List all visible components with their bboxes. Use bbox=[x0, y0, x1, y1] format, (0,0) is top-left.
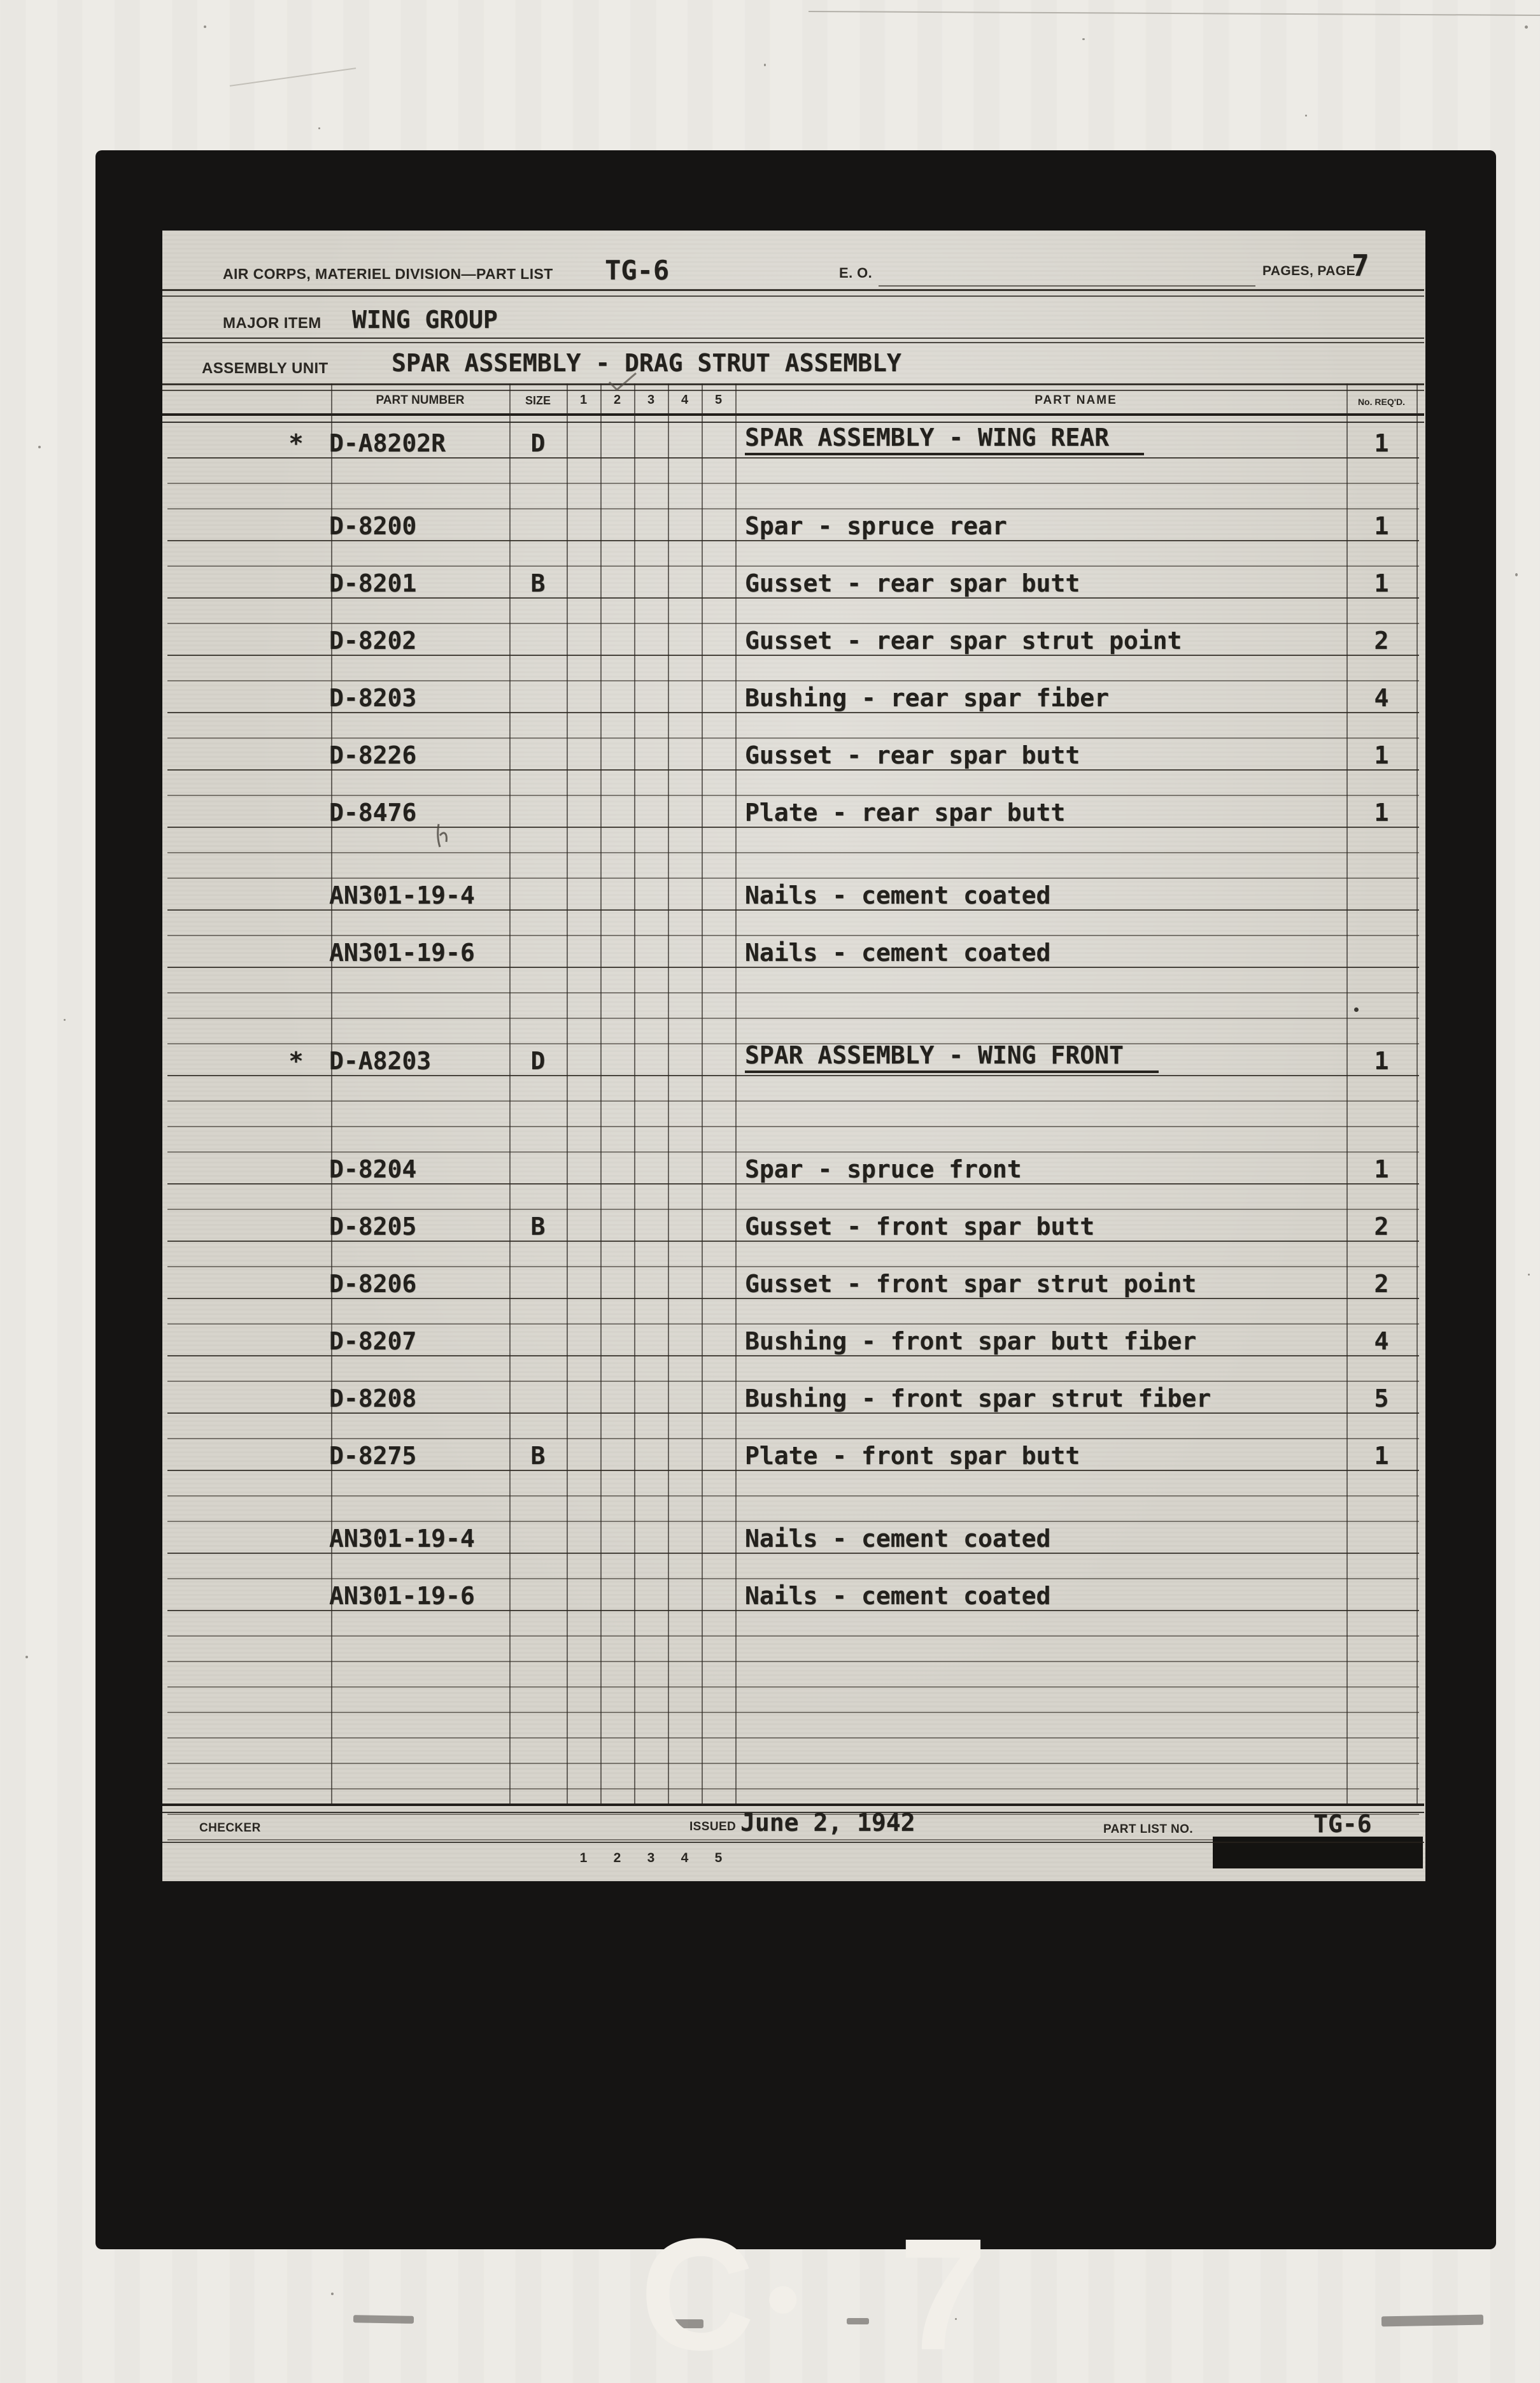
film-index-number: 7 bbox=[899, 2205, 988, 2383]
ruled-line bbox=[167, 968, 1419, 993]
ruled-line bbox=[167, 484, 1419, 509]
col-level-label: 3 bbox=[647, 393, 655, 407]
part-number: AN301-19-6 bbox=[329, 1582, 475, 1610]
film-index-dot: • bbox=[766, 2245, 800, 2352]
part-number: D-8204 bbox=[329, 1155, 417, 1183]
ruled-line bbox=[167, 993, 1419, 1019]
footer-level-label: 4 bbox=[681, 1851, 689, 1865]
part-number: D-8205 bbox=[329, 1213, 417, 1241]
scan-smudge bbox=[1381, 2315, 1483, 2327]
footer-rule bbox=[162, 1842, 1424, 1843]
footer-level-label: 5 bbox=[714, 1851, 723, 1865]
part-number: D-A8202R bbox=[329, 429, 446, 457]
part-name-value: Plate - front spar butt bbox=[745, 1442, 1080, 1470]
film-index-label bbox=[640, 2205, 988, 2383]
scan-scratch bbox=[809, 11, 1540, 16]
part-name-value: Plate - rear spar butt bbox=[745, 799, 1066, 827]
table-row bbox=[167, 1267, 1419, 1299]
film-frame bbox=[95, 150, 1496, 2383]
scan-speck bbox=[318, 127, 320, 129]
size-value: B bbox=[530, 1442, 546, 1470]
part-number: AN301-19-4 bbox=[329, 881, 475, 909]
ruled-line bbox=[167, 1414, 1419, 1439]
major-item-value: WING GROUP bbox=[352, 306, 498, 334]
document-page bbox=[162, 231, 1425, 1881]
part-number: D-A8203 bbox=[329, 1047, 432, 1075]
ruled-line bbox=[167, 1554, 1419, 1579]
col-level-label: 4 bbox=[681, 393, 689, 407]
pencil-check-mark bbox=[608, 372, 639, 392]
size-value: D bbox=[530, 429, 546, 457]
part-list-no-value: TG-6 bbox=[1313, 1810, 1372, 1838]
part-name-value: Gusset - front spar strut point bbox=[745, 1270, 1197, 1298]
table-row bbox=[167, 509, 1419, 541]
qty-required: 1 bbox=[1374, 741, 1389, 769]
table-row bbox=[167, 567, 1419, 599]
table-row bbox=[167, 879, 1419, 911]
table-row bbox=[167, 1382, 1419, 1414]
ruled-line bbox=[167, 1739, 1419, 1764]
pages-page-label: PAGES, PAGE bbox=[1262, 264, 1355, 278]
assembly-unit-rule bbox=[162, 383, 1424, 391]
part-name-value: Gusset - rear spar butt bbox=[745, 569, 1080, 597]
qty-required: 1 bbox=[1374, 429, 1389, 457]
scan-speck bbox=[1528, 1274, 1530, 1276]
part-name-value: Nails - cement coated bbox=[745, 1525, 1051, 1553]
part-number: D-8207 bbox=[329, 1327, 417, 1355]
table-row bbox=[167, 936, 1419, 968]
part-name-value: Bushing - front spar strut fiber bbox=[745, 1384, 1212, 1412]
part-name-value: Gusset - rear spar butt bbox=[745, 741, 1080, 769]
col-no-reqd-label: No. REQ'D. bbox=[1357, 397, 1406, 407]
assembly-unit-label: ASSEMBLY UNIT bbox=[202, 360, 328, 377]
qty-required: 1 bbox=[1374, 1442, 1389, 1470]
part-number: D-8206 bbox=[329, 1270, 417, 1298]
issued-date: June 2, 1942 bbox=[740, 1809, 915, 1837]
ruled-line bbox=[167, 1497, 1419, 1522]
scan-speck bbox=[204, 25, 206, 28]
table-row bbox=[167, 1579, 1419, 1611]
film-index-letter: C bbox=[640, 2205, 755, 2383]
size-value: B bbox=[530, 569, 546, 597]
ruled-line bbox=[167, 459, 1419, 484]
checker-label: CHECKER bbox=[199, 1821, 261, 1835]
scan-speck bbox=[1305, 115, 1307, 117]
qty-required: 2 bbox=[1374, 1213, 1389, 1241]
page-number: 7 bbox=[1352, 248, 1369, 283]
table-row bbox=[167, 419, 1419, 459]
ruled-line bbox=[167, 1611, 1419, 1637]
part-number: D-8208 bbox=[329, 1384, 417, 1412]
issued-label: ISSUED bbox=[689, 1820, 737, 1833]
table-row bbox=[167, 681, 1419, 713]
part-name-value: Bushing - front spar butt fiber bbox=[745, 1327, 1197, 1355]
row-star: * bbox=[288, 1047, 304, 1075]
part-number: D-8202 bbox=[329, 627, 417, 655]
table-row bbox=[167, 1041, 1419, 1076]
scan-speck bbox=[64, 1019, 66, 1021]
col-part-number-label: PART NUMBER bbox=[376, 394, 465, 407]
pencil-squiggle bbox=[435, 823, 451, 848]
qty-required: 1 bbox=[1374, 569, 1389, 597]
ruled-line bbox=[167, 1471, 1419, 1497]
size-value: D bbox=[530, 1047, 546, 1075]
table-row bbox=[167, 624, 1419, 656]
ink-dot bbox=[1354, 1007, 1359, 1012]
qty-required: 1 bbox=[1374, 512, 1389, 540]
part-name-value: Spar - spruce rear bbox=[745, 512, 1007, 540]
table-row bbox=[167, 1325, 1419, 1356]
qty-required: 1 bbox=[1374, 1155, 1389, 1183]
scan-speck bbox=[1515, 573, 1518, 576]
part-number: D-8226 bbox=[329, 741, 417, 769]
scan-speck bbox=[1082, 38, 1085, 40]
part-name-value: SPAR ASSEMBLY - WING FRONT bbox=[745, 1043, 1159, 1073]
ruled-line bbox=[167, 1713, 1419, 1739]
part-number: D-8203 bbox=[329, 684, 417, 712]
footer-level-label: 2 bbox=[613, 1851, 621, 1865]
qty-required: 4 bbox=[1374, 684, 1389, 712]
table-row bbox=[167, 796, 1419, 828]
qty-required: 4 bbox=[1374, 1327, 1389, 1355]
ruled-line bbox=[167, 1127, 1419, 1153]
ruled-line bbox=[167, 1184, 1419, 1210]
qty-required: 1 bbox=[1374, 1047, 1389, 1075]
table-row bbox=[167, 739, 1419, 771]
col-size-label: SIZE bbox=[525, 394, 551, 407]
part-number: AN301-19-4 bbox=[329, 1525, 475, 1553]
form-number: TG-6 bbox=[605, 255, 670, 286]
table-row bbox=[167, 1522, 1419, 1554]
part-number: D-8476 bbox=[329, 799, 417, 827]
eo-label: E. O. bbox=[839, 265, 873, 281]
qty-required: 5 bbox=[1374, 1384, 1389, 1412]
part-name-value: Gusset - front spar butt bbox=[745, 1213, 1095, 1241]
part-name-value: Bushing - rear spar fiber bbox=[745, 684, 1109, 712]
ruled-line bbox=[167, 1356, 1419, 1382]
ruled-line bbox=[167, 911, 1419, 936]
part-list-no-label: PART LIST NO. bbox=[1103, 1823, 1194, 1836]
major-item-label: MAJOR ITEM bbox=[223, 315, 321, 332]
part-name-value: SPAR ASSEMBLY - WING REAR bbox=[745, 425, 1144, 455]
part-number: D-8275 bbox=[329, 1442, 417, 1470]
ruled-line bbox=[167, 1662, 1419, 1688]
eo-fill-line bbox=[879, 285, 1255, 287]
ruled-line bbox=[167, 656, 1419, 681]
col-level-label: 5 bbox=[714, 393, 723, 407]
footer-level-label: 1 bbox=[579, 1851, 588, 1865]
row-star: * bbox=[288, 429, 304, 457]
ruled-line bbox=[167, 1242, 1419, 1267]
scan-speck bbox=[1525, 25, 1528, 29]
ruled-line bbox=[167, 1688, 1419, 1713]
ruled-line bbox=[167, 771, 1419, 796]
part-name-value: Spar - spruce front bbox=[745, 1155, 1022, 1183]
col-part-name-label: PART NAME bbox=[1035, 394, 1117, 407]
ruled-line bbox=[167, 1076, 1419, 1102]
ruled-line bbox=[167, 1019, 1419, 1044]
ruled-line bbox=[167, 853, 1419, 879]
scan-smudge bbox=[353, 2315, 414, 2324]
col-level-label: 2 bbox=[613, 393, 621, 407]
ruled-line bbox=[167, 1637, 1419, 1662]
table-body bbox=[167, 419, 1419, 1868]
scan-speck bbox=[25, 1656, 28, 1658]
table-row bbox=[167, 1153, 1419, 1184]
scan-speck bbox=[764, 64, 766, 66]
part-name-value: Nails - cement coated bbox=[745, 939, 1051, 967]
ruled-line bbox=[167, 1764, 1419, 1789]
form-title: AIR CORPS, MATERIEL DIVISION—PART LIST bbox=[223, 266, 553, 282]
ruled-line bbox=[167, 1102, 1419, 1127]
major-item-rule bbox=[162, 338, 1424, 343]
col-level-label: 1 bbox=[579, 393, 588, 407]
scan-speck bbox=[331, 2293, 334, 2295]
scan-speck bbox=[38, 446, 41, 448]
ruled-line bbox=[167, 1299, 1419, 1325]
header-rule bbox=[162, 289, 1424, 297]
part-number: D-8201 bbox=[329, 569, 417, 597]
part-name-value: Nails - cement coated bbox=[745, 881, 1051, 909]
part-number: D-8200 bbox=[329, 512, 417, 540]
table-row bbox=[167, 1439, 1419, 1471]
footer-level-label: 3 bbox=[647, 1851, 655, 1865]
ruled-line bbox=[167, 713, 1419, 739]
footer-level-columns bbox=[167, 1840, 1419, 1868]
part-name-value: Gusset - rear spar strut point bbox=[745, 627, 1182, 655]
qty-required: 2 bbox=[1374, 1270, 1389, 1298]
ruled-line bbox=[167, 541, 1419, 567]
table-row bbox=[167, 1210, 1419, 1242]
assembly-unit-value: SPAR ASSEMBLY - DRAG STRUT ASSEMBLY bbox=[392, 349, 901, 377]
scan-scratch bbox=[230, 68, 356, 87]
ruled-line bbox=[167, 599, 1419, 624]
qty-required: 2 bbox=[1374, 627, 1389, 655]
part-number: AN301-19-6 bbox=[329, 939, 475, 967]
size-value: B bbox=[530, 1213, 546, 1241]
ruled-line bbox=[167, 828, 1419, 853]
qty-required: 1 bbox=[1374, 799, 1389, 827]
part-name-value: Nails - cement coated bbox=[745, 1582, 1051, 1610]
